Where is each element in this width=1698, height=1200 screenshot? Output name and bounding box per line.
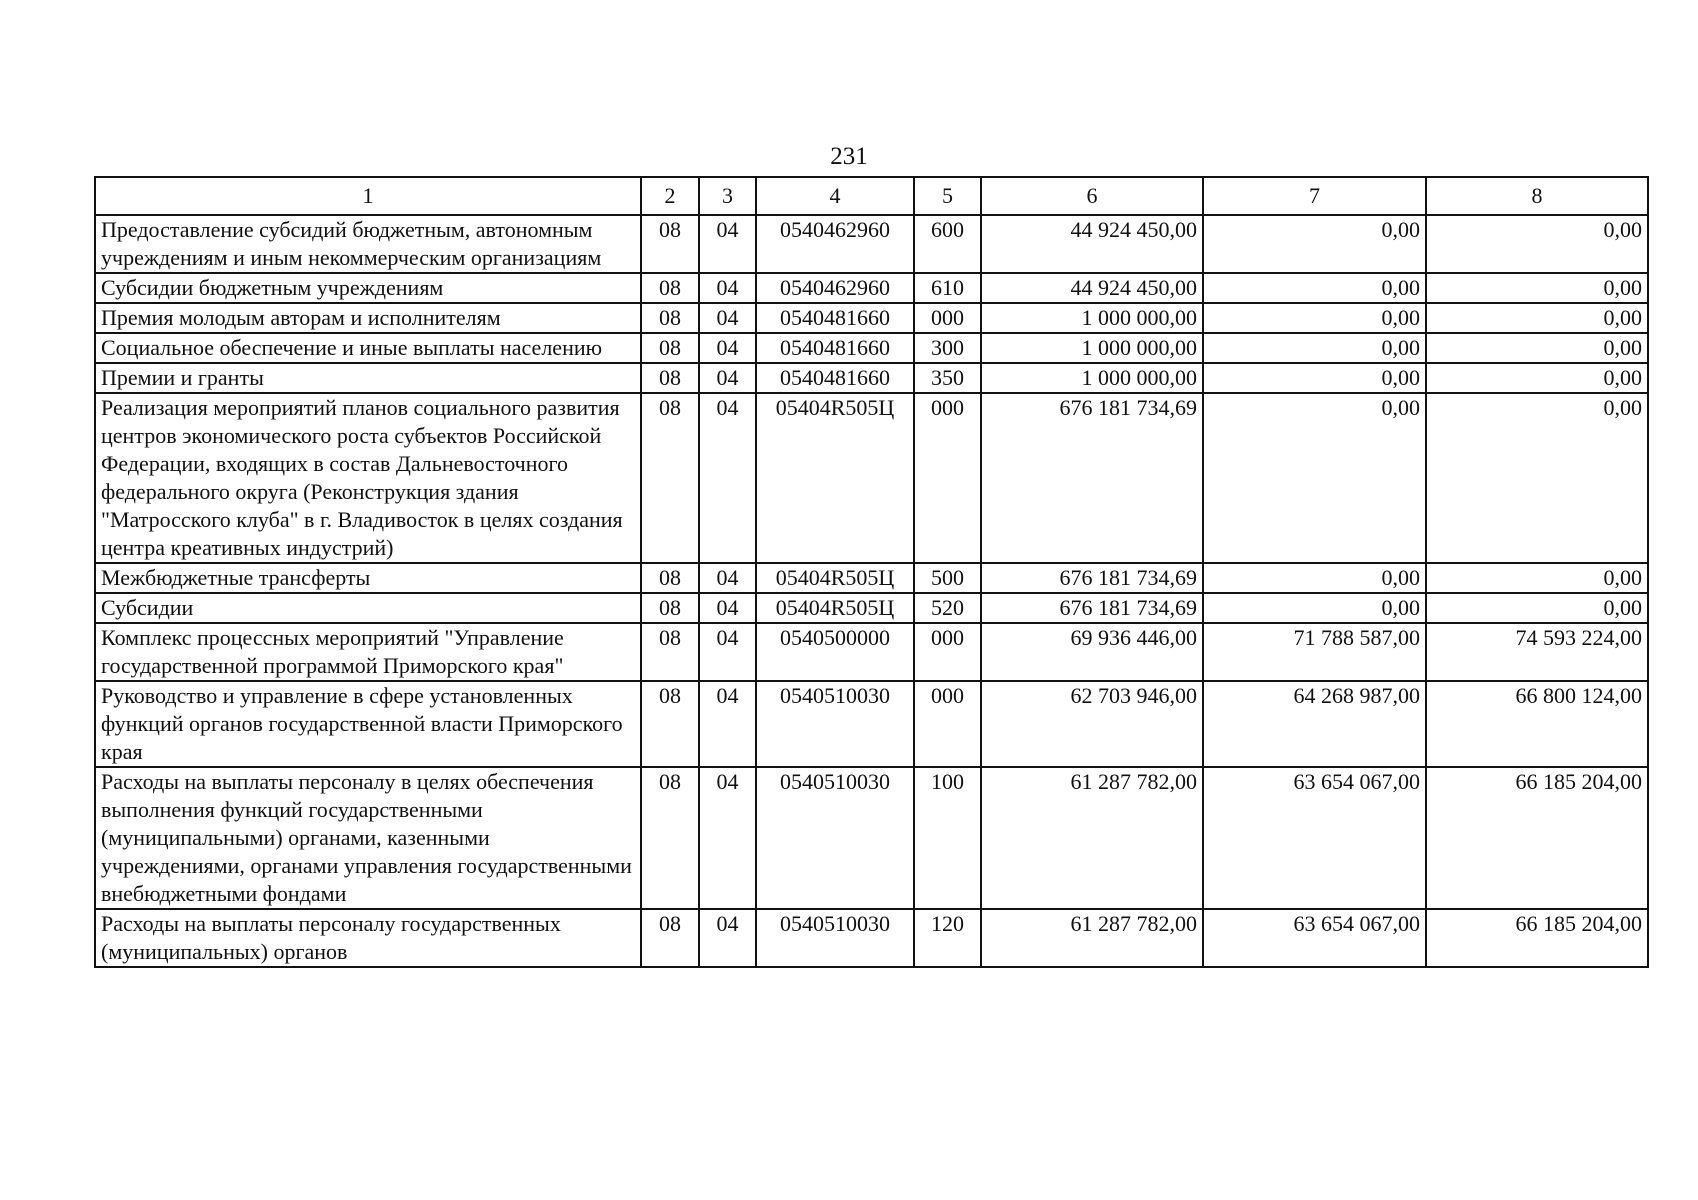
expense-name: Премия молодым авторам и исполнителям: [95, 303, 641, 333]
table-row: [95, 681, 1648, 767]
expense-name: Премии и гранты: [95, 363, 641, 393]
target-article-code: 05404R505Ц: [756, 563, 914, 593]
section-code: 08: [641, 681, 699, 767]
expense-type-code: 120: [914, 909, 981, 967]
column-header: 7: [1203, 177, 1426, 215]
amount-col7: 0,00: [1203, 563, 1426, 593]
table-row: [95, 623, 1648, 681]
amount-col7: 0,00: [1203, 333, 1426, 363]
target-article-code: 0540462960: [756, 273, 914, 303]
target-article-code: 0540481660: [756, 333, 914, 363]
table-row: [95, 593, 1648, 623]
amount-col6: 676 181 734,69: [981, 593, 1203, 623]
section-code: 08: [641, 623, 699, 681]
column-header: 5: [914, 177, 981, 215]
target-article-code: 0540510030: [756, 767, 914, 909]
expense-name: Руководство и управление в сфере установленных функций органов государственной власти Приморского края: [95, 681, 641, 767]
subsection-code: 04: [699, 623, 756, 681]
section-code: 08: [641, 593, 699, 623]
section-code: 08: [641, 563, 699, 593]
expense-name: Предоставление субсидий бюджетным, автономным учреждениям и иным некоммерческим организациям: [95, 215, 641, 273]
amount-col6: 62 703 946,00: [981, 681, 1203, 767]
section-code: 08: [641, 333, 699, 363]
amount-col8: 66 800 124,00: [1426, 681, 1648, 767]
amount-col8: 0,00: [1426, 273, 1648, 303]
amount-col6: 69 936 446,00: [981, 623, 1203, 681]
amount-col7: 63 654 067,00: [1203, 767, 1426, 909]
subsection-code: 04: [699, 563, 756, 593]
amount-col6: 676 181 734,69: [981, 393, 1203, 563]
amount-col6: 61 287 782,00: [981, 909, 1203, 967]
amount-col7: 64 268 987,00: [1203, 681, 1426, 767]
target-article-code: 0540462960: [756, 215, 914, 273]
section-code: 08: [641, 767, 699, 909]
table-row: [95, 273, 1648, 303]
table-row: [95, 563, 1648, 593]
expense-type-code: 000: [914, 303, 981, 333]
page-number: 231: [830, 143, 868, 170]
amount-col6: 1 000 000,00: [981, 363, 1203, 393]
expense-type-code: 520: [914, 593, 981, 623]
amount-col8: 0,00: [1426, 333, 1648, 363]
budget-table: [94, 176, 1649, 968]
amount-col7: 71 788 587,00: [1203, 623, 1426, 681]
subsection-code: 04: [699, 393, 756, 563]
column-header: 2: [641, 177, 699, 215]
expense-type-code: 600: [914, 215, 981, 273]
amount-col7: 0,00: [1203, 215, 1426, 273]
amount-col6: 1 000 000,00: [981, 303, 1203, 333]
column-header: 3: [699, 177, 756, 215]
subsection-code: 04: [699, 681, 756, 767]
expense-type-code: 610: [914, 273, 981, 303]
column-header: 4: [756, 177, 914, 215]
expense-name: Расходы на выплаты персоналу государственных (муниципальных) органов: [95, 909, 641, 967]
amount-col7: 63 654 067,00: [1203, 909, 1426, 967]
expense-type-code: 350: [914, 363, 981, 393]
amount-col6: 676 181 734,69: [981, 563, 1203, 593]
amount-col8: 66 185 204,00: [1426, 909, 1648, 967]
amount-col8: 0,00: [1426, 593, 1648, 623]
amount-col7: 0,00: [1203, 363, 1426, 393]
section-code: 08: [641, 215, 699, 273]
target-article-code: 05404R505Ц: [756, 393, 914, 563]
subsection-code: 04: [699, 363, 756, 393]
section-code: 08: [641, 303, 699, 333]
expense-type-code: 500: [914, 563, 981, 593]
subsection-code: 04: [699, 767, 756, 909]
expense-name: Межбюджетные трансферты: [95, 563, 641, 593]
target-article-code: 0540481660: [756, 303, 914, 333]
target-article-code: 0540481660: [756, 363, 914, 393]
column-header: 8: [1426, 177, 1648, 215]
table-row: [95, 215, 1648, 273]
expense-name: Комплекс процессных мероприятий "Управление государственной программой Приморского края": [95, 623, 641, 681]
table-row: [95, 303, 1648, 333]
amount-col8: 0,00: [1426, 303, 1648, 333]
amount-col7: 0,00: [1203, 593, 1426, 623]
table-row: [95, 333, 1648, 363]
column-header: 6: [981, 177, 1203, 215]
table-row: [95, 909, 1648, 967]
section-code: 08: [641, 273, 699, 303]
table-row: [95, 767, 1648, 909]
section-code: 08: [641, 909, 699, 967]
amount-col6: 61 287 782,00: [981, 767, 1203, 909]
amount-col8: 0,00: [1426, 363, 1648, 393]
amount-col8: 0,00: [1426, 563, 1648, 593]
expense-name: Расходы на выплаты персоналу в целях обеспечения выполнения функций государственными (муниципальными) органами, казенными учреждениями, органами управления государственными внебюджетными фондами: [95, 767, 641, 909]
expense-name: Социальное обеспечение и иные выплаты населению: [95, 333, 641, 363]
target-article-code: 0540510030: [756, 681, 914, 767]
target-article-code: 0540500000: [756, 623, 914, 681]
amount-col7: 0,00: [1203, 303, 1426, 333]
expense-name: Реализация мероприятий планов социального развития центров экономического роста субъектов Российской Федерации, входящих в состав Дальневосточного федерального округа (Реконструкция здания "Матросского клуба" в г. Владивосток в целях создания центра креативных индустрий): [95, 393, 641, 563]
expense-type-code: 000: [914, 681, 981, 767]
amount-col6: 44 924 450,00: [981, 273, 1203, 303]
amount-col8: 74 593 224,00: [1426, 623, 1648, 681]
expense-name: Субсидии бюджетным учреждениям: [95, 273, 641, 303]
column-header: 1: [95, 177, 641, 215]
expense-type-code: 000: [914, 623, 981, 681]
table-row: [95, 393, 1648, 563]
expense-type-code: 000: [914, 393, 981, 563]
expense-name: Субсидии: [95, 593, 641, 623]
amount-col7: 0,00: [1203, 273, 1426, 303]
section-code: 08: [641, 363, 699, 393]
amount-col6: 44 924 450,00: [981, 215, 1203, 273]
amount-col8: 0,00: [1426, 215, 1648, 273]
amount-col8: 66 185 204,00: [1426, 767, 1648, 909]
table-row: [95, 363, 1648, 393]
subsection-code: 04: [699, 593, 756, 623]
amount-col8: 0,00: [1426, 393, 1648, 563]
target-article-code: 0540510030: [756, 909, 914, 967]
subsection-code: 04: [699, 333, 756, 363]
amount-col6: 1 000 000,00: [981, 333, 1203, 363]
target-article-code: 05404R505Ц: [756, 593, 914, 623]
amount-col7: 0,00: [1203, 393, 1426, 563]
subsection-code: 04: [699, 303, 756, 333]
expense-type-code: 300: [914, 333, 981, 363]
section-code: 08: [641, 393, 699, 563]
expense-type-code: 100: [914, 767, 981, 909]
subsection-code: 04: [699, 273, 756, 303]
header-row: [95, 177, 1648, 215]
subsection-code: 04: [699, 215, 756, 273]
subsection-code: 04: [699, 909, 756, 967]
